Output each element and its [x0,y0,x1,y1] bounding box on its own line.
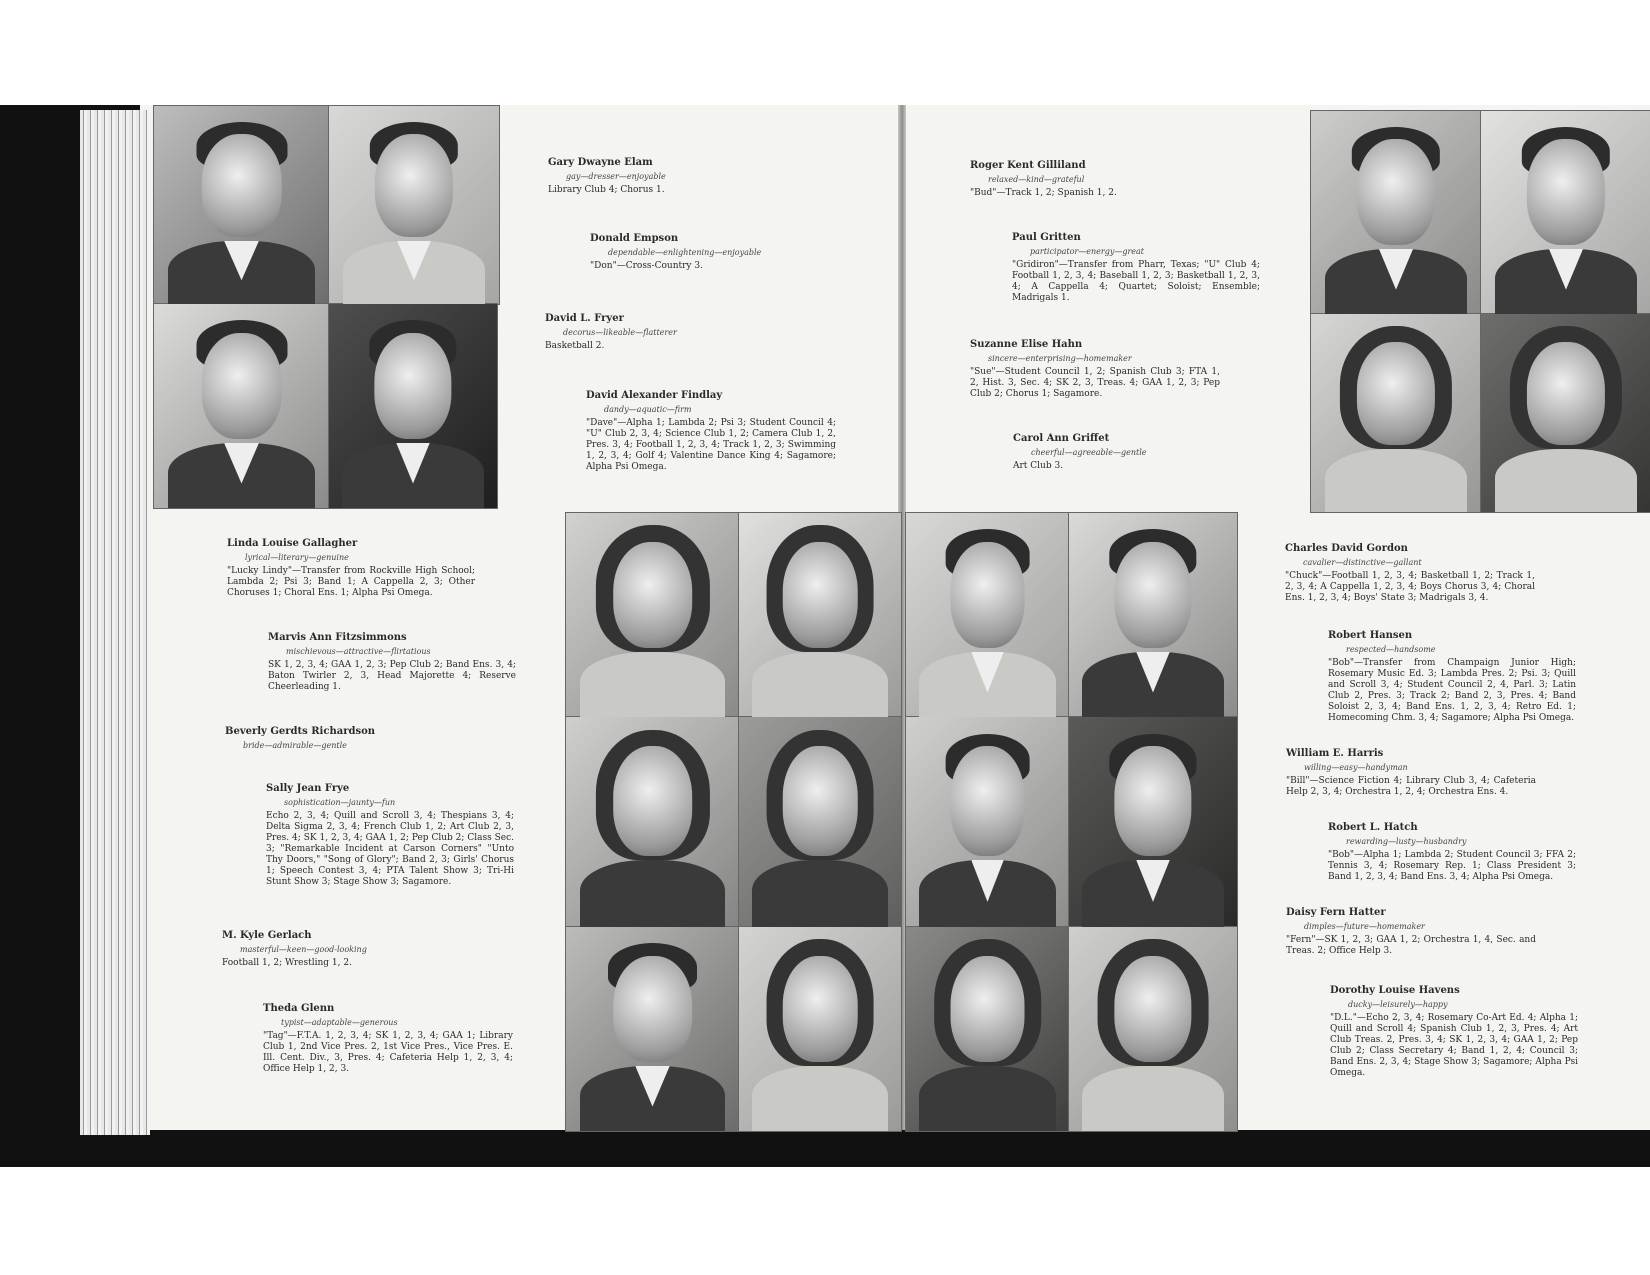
student-activities: "Bob"—Alpha 1; Lambda 2; Student Council 3; FFA 2; Tennis 3, 4; Rosemary Rep. 1; Class President 3; Band 1, 2, 3, 4; Band Ens. 3, 4; Alpha Psi Omega. [1328,850,1576,882]
student-activities: Art Club 3. [1013,461,1064,471]
student-traits: dependable—enlightening—enjoyable [608,248,762,257]
student-activities: "Bob"—Transfer from Champaign Junior High; Rosemary Music Ed. 3; Lambda Pres. 2; Psi. 3; Quill and Scroll 3, 4; Student Council 2, 4, Parl. 3; Latin Club 2, Pres. 3; Track 2; Band 2, 3, Pres. 4; Band Soloist 2, 3, 4; Band Ens. 1, 2, 3, 4; Retro Ed. 1; Homecoming Chm. 3, 4; Sagamore; Alpha Psi Omega. [1328,658,1576,723]
student-traits: mischievous—attractive—flirtatious [286,647,431,656]
page-edges [80,110,150,1135]
student-name: Suzanne Elise Hahn [970,339,1083,350]
student-traits: dandy—aquatic—firm [604,405,692,414]
senior-entry [268,632,516,693]
senior-entry [970,160,1230,199]
student-name: Linda Louise Gallagher [227,538,358,549]
portrait-photo [905,512,1070,718]
student-traits: gay—dresser—enjoyable [566,172,666,181]
student-traits: rewarding—lusty—husbandry [1346,837,1467,846]
student-traits: willing—easy—handyman [1304,763,1408,772]
student-traits: typist—adaptable—generous [281,1018,398,1027]
student-traits: sophistication—jaunty—fun [284,798,396,807]
student-activities: "Don"—Cross-Country 3. [590,261,703,271]
senior-entry [225,726,485,754]
senior-entry [222,930,482,969]
senior-entry [970,339,1220,400]
portrait-photo [1310,313,1482,513]
portrait-photo [1068,926,1238,1132]
student-traits: relaxed—kind—grateful [988,175,1085,184]
student-traits: lyrical—literary—genuine [245,553,349,562]
senior-entry [1013,433,1243,472]
senior-entry [1286,907,1536,957]
student-activities: Basketball 2. [545,341,605,351]
student-traits: masterful—keen—good-looking [240,945,367,954]
senior-entry [1285,543,1535,604]
senior-entry [266,783,514,888]
student-activities: "Gridiron"—Transfer from Pharr, Texas; "U" Club 4; Football 1, 2, 3, 4; Baseball 1, 2, 3; Basketball 1, 2, 3, 4; A Cappella 4; Quartet; Soloist; Ensemble; Madrigals 1. [1012,260,1260,303]
portrait-photo [328,105,500,305]
student-name: Daisy Fern Hatter [1286,907,1386,918]
senior-entry [1286,748,1536,798]
student-traits: decorus—likeable—flatterer [563,328,677,337]
portrait-photo [905,716,1070,928]
senior-entry [1012,232,1260,304]
portrait-photo [738,512,902,718]
student-name: Carol Ann Griffet [1013,433,1110,444]
student-activities: Football 1, 2; Wrestling 1, 2. [222,958,352,968]
portrait-photo [1310,110,1482,315]
student-activities: "Tag"—F.T.A. 1, 2, 3, 4; SK 1, 2, 3, 4; GAA 1; Library Club 1, 2nd Vice Pres. 2, 1st Vice Pres., Vice Pres. E. Ill. Cent. Div., 3, Pres. 4; Cafeteria Help 1, 2, 3, 4; Office Help 1, 2, 3. [263,1031,513,1074]
senior-entry [545,313,835,352]
portrait-photo [738,926,902,1132]
portrait-photo [565,512,740,718]
portrait-photo [1480,313,1650,513]
student-name: Robert Hansen [1328,630,1413,641]
student-traits: ducky—leisurely—happy [1348,1000,1448,1009]
student-traits: respected—handsome [1346,645,1436,654]
portrait-photo [565,716,740,928]
student-activities: "Fern"—SK 1, 2, 3; GAA 1, 2; Orchestra 1, 4, Sec. and Treas. 2; Office Help 3. [1286,935,1536,956]
student-name: Beverly Gerdts Richardson [225,726,376,737]
student-activities: "D.L."—Echo 2, 3, 4; Rosemary Co-Art Ed. 4; Alpha 1; Quill and Scroll 4; Spanish Club 1, 2, 3, Pres. 4; Art Club Treas. 2, Pres. 3, 4; SK 1, 2, 3, 4; GAA 1, 2; Pep Club 2; Class Secretary 4; Band 1, 2, 4; Council 3; Band Ens. 2, 3, 4; Stage Show 3; Sagamore; Alpha Psi Omega. [1330,1013,1578,1078]
student-name: David Alexander Findlay [586,390,723,401]
student-name: M. Kyle Gerlach [222,930,312,941]
portrait-photo [565,926,740,1132]
senior-entry [586,390,836,473]
student-name: Robert L. Hatch [1328,822,1418,833]
student-activities: "Dave"—Alpha 1; Lambda 2; Psi 3; Student Council 4; "U" Club 2, 3, 4; Science Club 1, 2; Camera Club 1, 2, Pres. 3, 4; Football 1, 2, 3, 4; Track 1, 2, 3; Swimming 1, 2, 3, 4; Golf 4; Valentine Dance King 4; Sagamore; Alpha Psi Omega. [586,418,836,472]
portrait-photo [1480,110,1650,315]
student-name: Paul Gritten [1012,232,1081,243]
student-name: Theda Glenn [263,1003,335,1014]
student-traits: dimples—future—homemaker [1304,922,1425,931]
student-activities: "Chuck"—Football 1, 2, 3, 4; Basketball 1, 2; Track 1, 2, 3, 4; A Cappella 1, 2, 3, 4; Boys Chorus 3, 4; Choral Ens. 1, 2, 3, 4; Boys' State 3; Madrigals 3, 4. [1285,571,1535,603]
student-activities: "Bud"—Track 1, 2; Spanish 1, 2. [970,188,1117,198]
portrait-photo [905,926,1070,1132]
portrait-photo [1068,512,1238,718]
student-traits: participator—energy—great [1030,247,1145,256]
student-traits: cavalier—distinctive—gallant [1303,558,1422,567]
senior-entry [263,1003,513,1075]
portrait-photo [153,303,330,509]
senior-entry [1328,630,1576,724]
senior-entry [1330,985,1578,1079]
student-traits: cheerful—agreeable—gentle [1031,448,1147,457]
senior-entry [590,233,850,272]
student-name: Dorothy Louise Havens [1330,985,1460,996]
portrait-photo [153,105,330,305]
student-activities: "Sue"—Student Council 1, 2; Spanish Club 3; FTA 1, 2, Hist. 3, Sec. 4; SK 2, 3, Treas. 4; GAA 1, 2, 3; Pep Club 2; Chorus 1; Sagamore. [970,367,1220,399]
portrait-photo [738,716,902,928]
student-activities: "Bill"—Science Fiction 4; Library Club 3, 4; Cafeteria Help 2, 3, 4; Orchestra 1, 2, 4; Orchestra Ens. 4. [1286,776,1536,797]
student-name: Roger Kent Gilliland [970,160,1086,171]
student-name: David L. Fryer [545,313,624,324]
student-activities: "Lucky Lindy"—Transfer from Rockville High School; Lambda 2; Psi 3; Band 1; A Cappella 2, 3; Other Choruses 1; Choral Ens. 1; Alpha Psi Omega. [227,566,475,598]
senior-entry [548,157,838,196]
student-activities: Library Club 4; Chorus 1. [548,185,665,195]
student-traits: bride—admirable—gentle [243,741,347,750]
student-activities: SK 1, 2, 3, 4; GAA 1, 2, 3; Pep Club 2; Band Ens. 3, 4; Baton Twirler 2, 3, Head Majorette 4; Reserve Cheerleading 1. [268,660,516,692]
student-name: Charles David Gordon [1285,543,1408,554]
senior-entry [227,538,475,599]
portrait-photo [328,303,498,509]
senior-entry [1328,822,1576,883]
student-name: William E. Harris [1286,748,1384,759]
student-activities: Echo 2, 3, 4; Quill and Scroll 3, 4; Thespians 3, 4; Delta Sigma 2, 3, 4; French Club 1, 2; Art Club 2, 3, Pres. 4; SK 1, 2, 3, 4; GAA 1, 2; Pep Club 2; Class Sec. 3; "Remarkable Incident at Carson Corners" "Unto Thy Doors," "Song of Glory"; Band 2, 3; Girls' Chorus 1; Speech Contest 3, 4; PTA Talent Show 3; Tri-Hi Stunt Show 3; Stage Show 3; Sagamore. [266,811,514,887]
student-name: Sally Jean Frye [266,783,350,794]
student-name: Marvis Ann Fitzsimmons [268,632,407,643]
student-name: Donald Empson [590,233,679,244]
student-traits: sincere—enterprising—homemaker [988,354,1132,363]
student-name: Gary Dwayne Elam [548,157,653,168]
portrait-photo [1068,716,1238,928]
